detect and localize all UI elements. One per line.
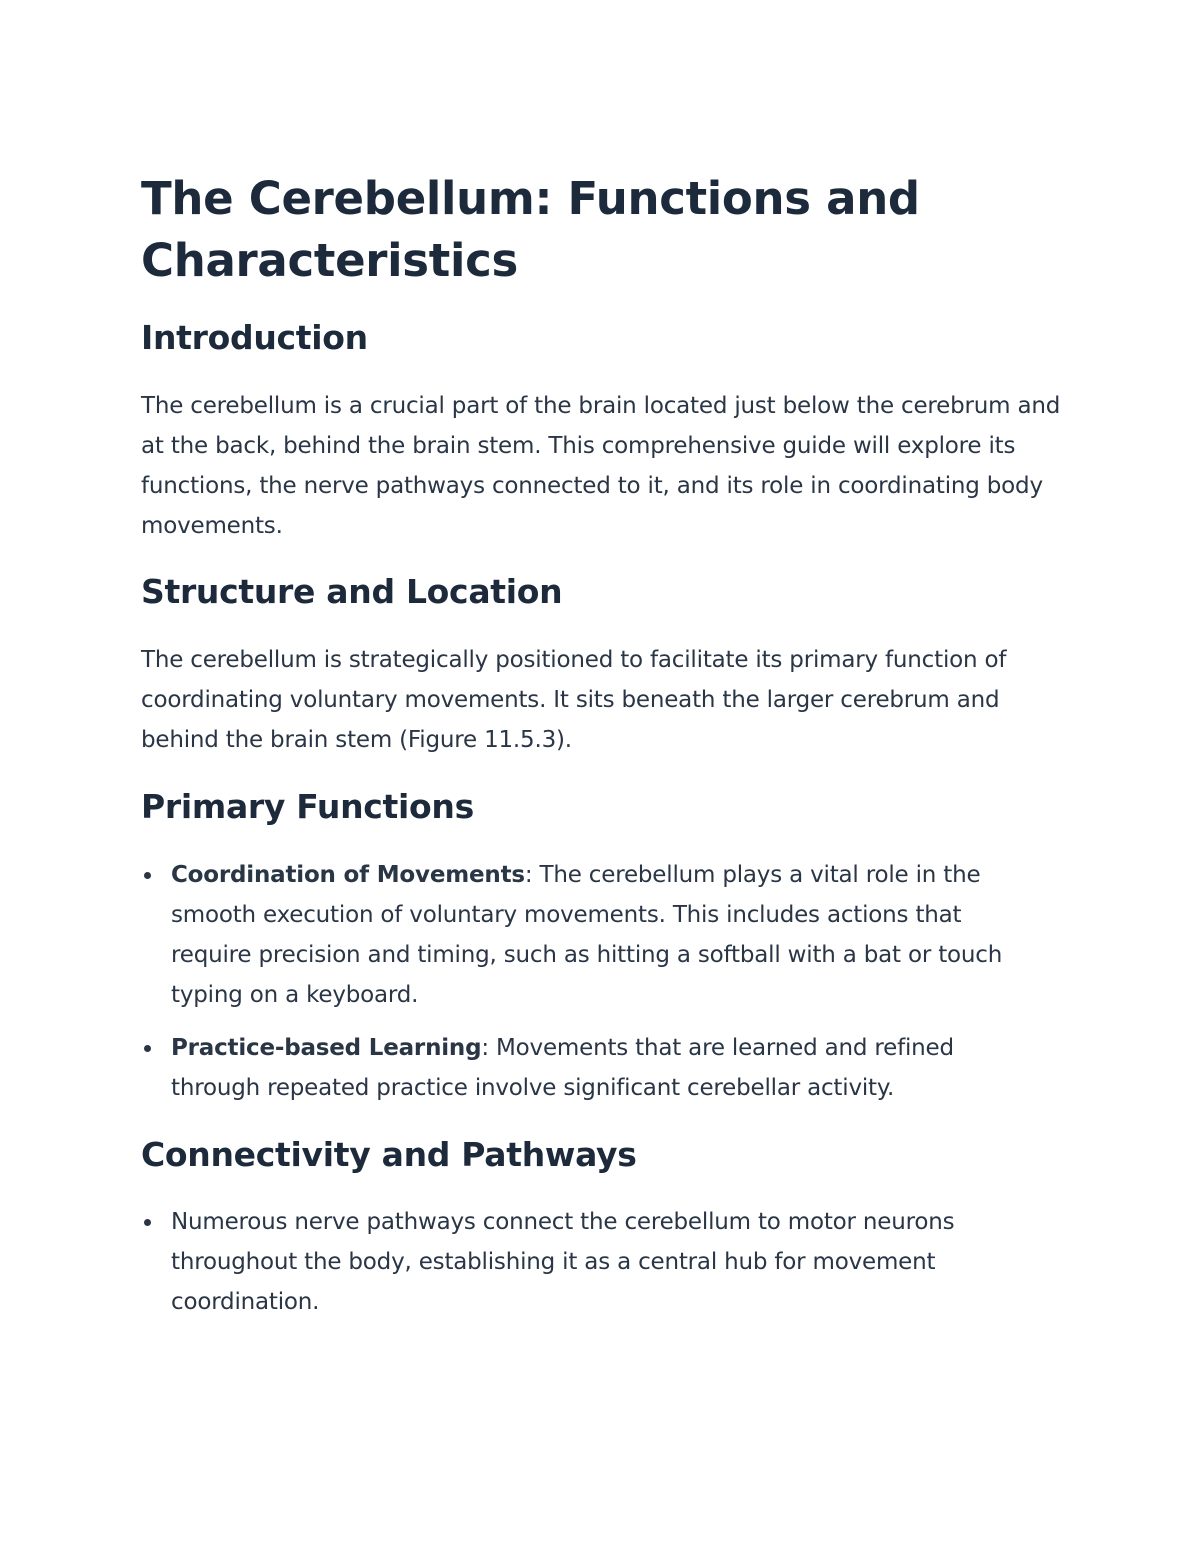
- list-item-text: : Movements that are learned and refined through repeated practice involve significant cerebellar activity.: [171, 1035, 954, 1101]
- connectivity-list: [141, 1202, 1041, 1335]
- bullet-icon: [144, 1045, 151, 1052]
- list-item-term: Practice-based Learning: [171, 1035, 482, 1061]
- list-item-text: : The cerebellum plays a vital role in the smooth execution of voluntary movements. This includes actions that require precision and timing, such as hitting a softball with a bat or touch typing on a keyboard.: [171, 862, 1003, 1008]
- list-item: [141, 1028, 1041, 1108]
- introduction-heading: Introduction: [141, 318, 368, 357]
- bullet-icon: [144, 872, 151, 879]
- functions-heading: Primary Functions: [141, 787, 474, 826]
- bullet-icon: [144, 1219, 151, 1226]
- list-item: [141, 855, 1041, 1015]
- connectivity-heading: Connectivity and Pathways: [141, 1135, 637, 1174]
- functions-list: [141, 855, 1041, 1121]
- structure-paragraph: The cerebellum is strategically positioned to facilitate its primary function of coordinating voluntary movements. It sits beneath the larger cerebrum and behind the brain stem (Figure 11.5.3).: [141, 647, 1007, 753]
- list-item-term: Coordination of Movements: [171, 862, 525, 888]
- list-item-text: Numerous nerve pathways connect the cerebellum to motor neurons throughout the body, establishing it as a central hub for movement coordination.: [171, 1209, 955, 1315]
- page-title: The Cerebellum: Functions and Characteristics: [141, 172, 920, 287]
- structure-heading: Structure and Location: [141, 572, 563, 611]
- list-item: [141, 1202, 1041, 1322]
- introduction-paragraph: The cerebellum is a crucial part of the brain located just below the cerebrum and at the back, behind the brain stem. This comprehensive guide will explore its functions, the nerve pathways connected to it, and its role in coordinating body movements.: [141, 393, 1061, 539]
